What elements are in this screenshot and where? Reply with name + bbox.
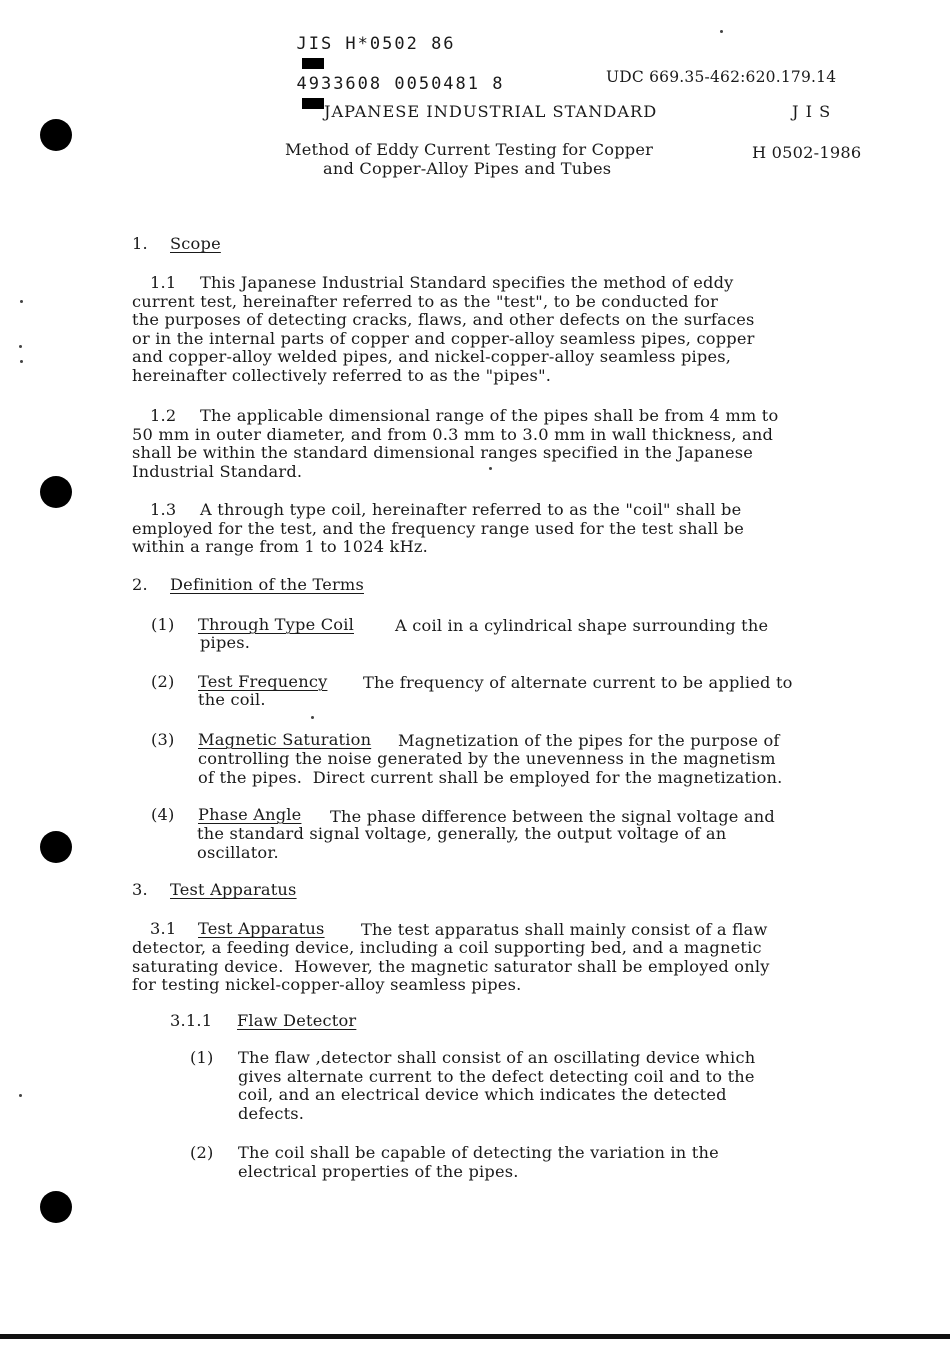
para-3-1-text: The test apparatus shall mainly consist of a flaw [361, 920, 768, 939]
section-1-number: 1. [132, 234, 148, 253]
flaw-detector-item-1-text: The flaw ,detector shall consist of an oscillating device which gives alternate current to the defect detecting coil and to the coil, and an electrical device which indicates the detected defects. [238, 1048, 756, 1123]
udc-number: UDC 669.35-462:620.179.14 [606, 68, 837, 86]
definition-3-text: Magnetization of the pipes for the purpose of [398, 731, 780, 750]
section-1-title: Scope [170, 234, 221, 253]
definition-1-text-cont: pipes. [200, 633, 251, 652]
definition-1-term: Through Type Coil [198, 615, 354, 634]
para-1-2-number: 1.2 [150, 406, 177, 425]
scan-speck [311, 716, 314, 719]
para-1-1-text: This Japanese Industrial Standard specifies the method of eddy current test, hereinafter referred to as the "test", to be conducted for the purposes of detecting cracks, flaws, and other defects on the surfaces or in the internal parts of copper and copper-alloy seamless pipes, copper and copper-alloy welded pipes, and nickel-copper-alloy seamless pipes, hereinafter collectively referred to as the "pipes". [132, 273, 755, 385]
para-3-1-text-cont: detector, a feeding device, including a coil supporting bed, and a magnetic saturating device. However, the magnetic saturator shall be employed only for testing nickel-copper-alloy seamless pipes. [132, 938, 770, 995]
definition-4-number: (4) [151, 805, 175, 824]
section-2-number: 2. [132, 575, 148, 594]
flaw-detector-item-1-number: (1) [190, 1048, 214, 1067]
scan-speck [19, 1094, 22, 1097]
doc-title-line1: Method of Eddy Current Testing for Copper [285, 140, 654, 159]
binder-hole-2 [40, 476, 72, 508]
bottom-edge-rule [0, 1334, 950, 1339]
para-1-3-number: 1.3 [150, 500, 177, 519]
doc-number: H 0502-1986 [752, 143, 862, 162]
para-3-1-1-title: Flaw Detector [237, 1011, 357, 1030]
doc-title-line2: and Copper-Alloy Pipes and Tubes [323, 159, 612, 178]
definition-1-text: A coil in a cylindrical shape surrounding the [395, 616, 769, 635]
scan-speck [19, 345, 22, 348]
definition-1-number: (1) [151, 615, 175, 634]
definition-2-text-cont: the coil. [198, 690, 266, 709]
scan-speck [20, 360, 23, 363]
binder-hole-1 [40, 119, 72, 151]
section-3-number: 3. [132, 880, 148, 899]
header-code-part1: JIS H*0502 86 [296, 34, 456, 54]
definition-3-text-cont: controlling the noise generated by the unevenness in the magnetism of the pipes. Direct current shall be employed for the magnetization. [198, 749, 783, 787]
barcode-block-2 [302, 98, 324, 109]
para-3-1-number: 3.1 [150, 919, 177, 938]
definition-2-text: The frequency of alternate current to be applied to [363, 673, 793, 692]
section-3-title: Test Apparatus [170, 880, 297, 899]
para-3-1-term: Test Apparatus [198, 919, 325, 938]
scan-speck [720, 30, 723, 33]
binder-hole-4 [40, 1191, 72, 1223]
header-code-line [272, 14, 504, 114]
header-code-part2: 4933608 0050481 8 [296, 74, 505, 94]
definition-4-term: Phase Angle [198, 805, 302, 824]
definition-2-number: (2) [151, 672, 175, 691]
jis-mark: J I S [792, 102, 832, 121]
para-3-1-1-number: 3.1.1 [170, 1011, 213, 1030]
definition-4-text-cont: the standard signal voltage, generally, the output voltage of an oscillator. [197, 824, 727, 862]
section-2-title: Definition of the Terms [170, 575, 364, 594]
para-1-3-text: A through type coil, hereinafter referred to as the "coil" shall be employed for the test, and the frequency range used for the test shall be within a range from 1 to 1024 kHz. [132, 500, 745, 557]
definition-3-term: Magnetic Saturation [198, 730, 372, 749]
definition-3-number: (3) [151, 730, 175, 749]
scan-speck [20, 300, 23, 303]
flaw-detector-item-2-text: The coil shall be capable of detecting the variation in the electrical properties of the pipes. [238, 1143, 719, 1181]
definition-2-term: Test Frequency [198, 672, 328, 691]
flaw-detector-item-2-number: (2) [190, 1143, 214, 1162]
scan-speck [489, 467, 492, 470]
binder-hole-3 [40, 831, 72, 863]
para-1-1-number: 1.1 [150, 273, 177, 292]
standard-title: JAPANESE INDUSTRIAL STANDARD [324, 102, 658, 121]
definition-4-text: The phase difference between the signal voltage and [330, 807, 775, 826]
para-1-2-text: The applicable dimensional range of the pipes shall be from 4 mm to 50 mm in outer diameter, and from 0.3 mm to 3.0 mm in wall thickness, and shall be within the standard dimensional ranges specified in the Japanese Industrial Standard. [132, 406, 779, 481]
barcode-block-1 [302, 58, 324, 69]
